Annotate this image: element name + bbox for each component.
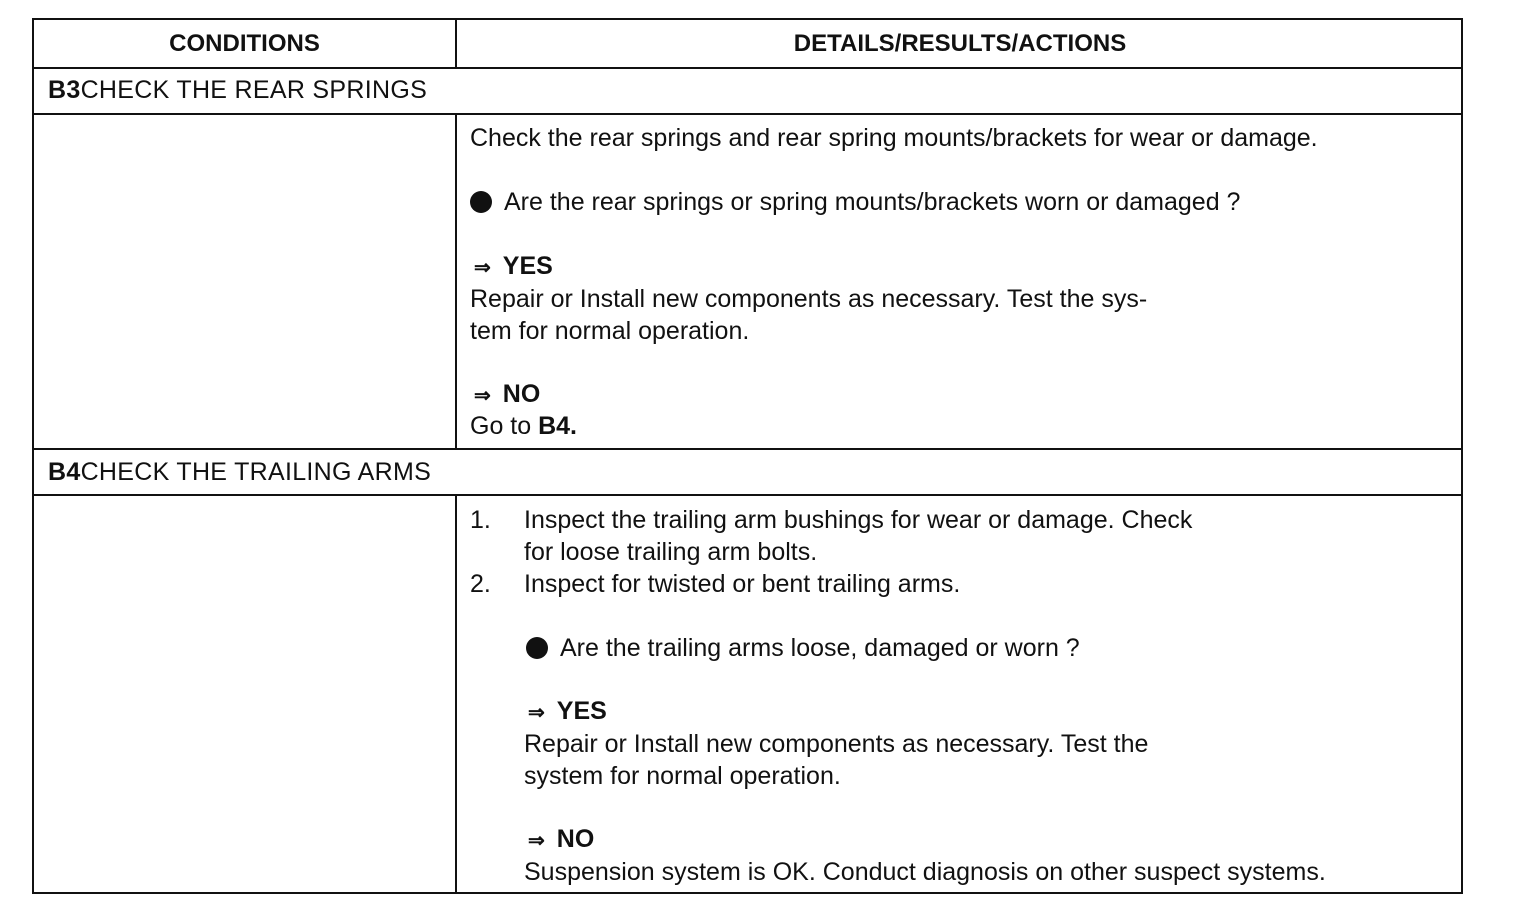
b3-no-label: NO bbox=[502, 380, 541, 408]
b3-yes-line1: Repair or Install new components as necessary. Test the sys- bbox=[470, 285, 1148, 313]
b3-section-title bbox=[48, 76, 427, 105]
b3-no-text bbox=[470, 410, 577, 442]
b4-code: B4 bbox=[48, 458, 81, 486]
b4-question-text: Are the trailing arms loose, damaged or worn ? bbox=[560, 634, 1080, 662]
b4-step1-line1: Inspect the trailing arm bushings for wear or damage. Check bbox=[524, 506, 1193, 534]
b3-no-prefix: Go to bbox=[470, 412, 539, 440]
b4-column-divider bbox=[455, 495, 457, 894]
arrow-icon: ⇒ bbox=[528, 702, 545, 724]
b3-yes bbox=[470, 250, 553, 284]
b3-yes-label: YES bbox=[502, 252, 553, 280]
details-header: DETAILS/RESULTS/ACTIONS bbox=[793, 30, 1127, 57]
b4-no-label: NO bbox=[556, 825, 595, 853]
bullet-icon bbox=[526, 637, 548, 659]
b3-title-divider bbox=[34, 113, 1461, 115]
b4-step2-line1: Inspect for twisted or bent trailing arms. bbox=[524, 570, 961, 598]
b3-code: B3 bbox=[48, 76, 81, 104]
b3-no-ref: B4. bbox=[538, 412, 577, 440]
b4-yes-label: YES bbox=[556, 697, 607, 725]
b4-yes bbox=[524, 695, 607, 729]
b4-step1-num: 1. bbox=[470, 506, 491, 534]
b4-title-divider bbox=[34, 494, 1461, 496]
b4-yes-line1: Repair or Install new components as necessary. Test the bbox=[524, 730, 1149, 758]
b4-no bbox=[524, 823, 594, 857]
b3-question-text: Are the rear springs or spring mounts/brackets worn or damaged ? bbox=[504, 188, 1241, 216]
diagnosis-table bbox=[32, 18, 1463, 894]
b3-column-divider bbox=[455, 114, 457, 449]
arrow-icon: ⇒ bbox=[528, 830, 545, 852]
b4-no-line1: Suspension system is OK. Conduct diagnosis on other suspect systems. bbox=[524, 858, 1326, 886]
arrow-icon: ⇒ bbox=[474, 257, 491, 279]
b3-no bbox=[470, 378, 540, 412]
b4-title: CHECK THE TRAILING ARMS bbox=[80, 458, 432, 486]
b4-step1-line2: for loose trailing arm bolts. bbox=[524, 538, 818, 566]
conditions-header: CONDITIONS bbox=[169, 30, 320, 57]
b4-step2-num: 2. bbox=[470, 570, 491, 598]
b3-yes-line2: tem for normal operation. bbox=[470, 317, 750, 345]
b4-yes-line2: system for normal operation. bbox=[524, 762, 841, 790]
b3-check-text: Check the rear springs and rear spring mounts/brackets for wear or damage. bbox=[470, 124, 1318, 152]
b3-question bbox=[470, 186, 1240, 218]
bullet-icon bbox=[470, 191, 492, 213]
arrow-icon: ⇒ bbox=[474, 385, 491, 407]
b3-end-divider bbox=[34, 448, 1461, 450]
b4-step2 bbox=[470, 568, 960, 600]
b4-question bbox=[526, 632, 1080, 664]
b4-step1 bbox=[470, 504, 1192, 536]
b4-section-title bbox=[48, 458, 431, 487]
b3-title: CHECK THE REAR SPRINGS bbox=[80, 76, 428, 104]
